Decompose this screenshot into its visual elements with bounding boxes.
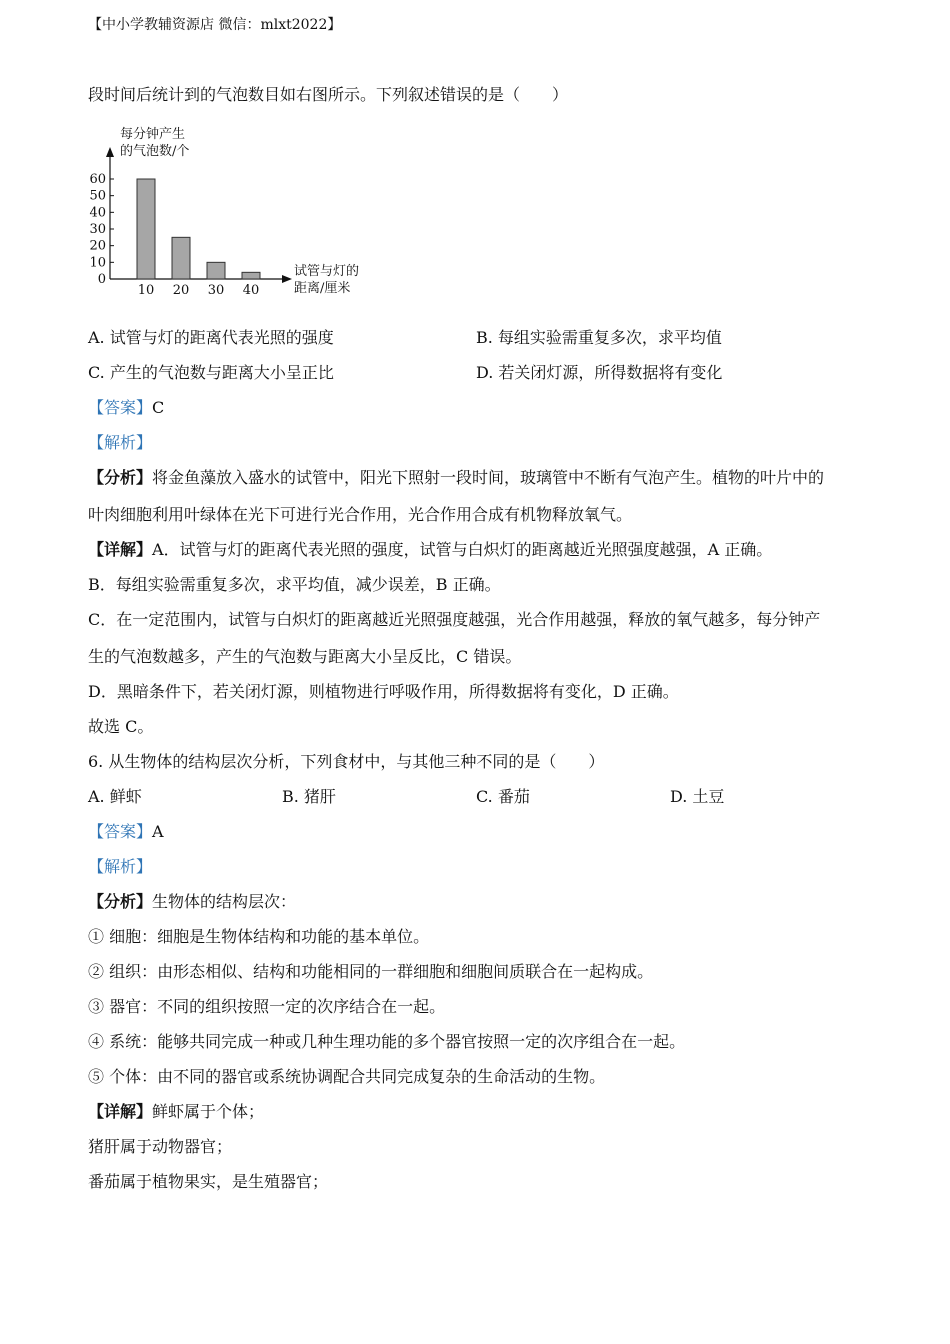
q5-option-c: C. 产生的气泡数与距离大小呈正比 (88, 363, 334, 382)
bar (242, 272, 260, 279)
q5-answer (88, 395, 164, 418)
x-tick-label: 30 (207, 283, 225, 298)
question-stem-tail: 段时间后统计到的气泡数目如右图所示。下列叙述错误的是（ ） (88, 85, 569, 104)
x-tick-label: 40 (242, 283, 260, 298)
y-tick-label: 30 (89, 222, 106, 237)
fenxi-tag: 【分析】 (88, 468, 153, 487)
answer-tag: 【答案】 (88, 398, 153, 417)
q6-fenxi: 【分析】生物体的结构层次： (88, 892, 297, 911)
q5-detail-a: 【详解】A．试管与灯的距离代表光照的强度，试管与白炽灯的距离越近光照强度越强，A 正确。 (88, 540, 773, 559)
q5-conclusion: 故选 C。 (88, 717, 154, 736)
q6-level-3: ③ 器官：不同的组织按照一定的次序结合在一起。 (88, 997, 446, 1016)
q5-detail-c1: C．在一定范围内，试管与白炽灯的距离越近光照强度越强，光合作用越强，释放的氧气越多，每分钟产 (88, 610, 821, 629)
q5-option-a: A. 试管与灯的距离代表光照的强度 (88, 328, 334, 347)
y-axis-arrow (106, 147, 114, 157)
answer-value: A (152, 822, 164, 841)
answer-value: C (152, 398, 165, 417)
q5-option-b: B. 每组实验需重复多次，求平均值 (476, 328, 722, 347)
q6-detail-3: 番茄属于植物果实，是生殖器官； (88, 1172, 329, 1191)
q6-option-c: C. 番茄 (476, 787, 530, 806)
detail-tag: 【详解】 (88, 540, 153, 559)
q6-detail-2: 猪肝属于动物器官； (88, 1137, 233, 1156)
x-tick-label: 20 (172, 283, 190, 298)
page-header: 【中小学教辅资源店 微信：mlxt2022】 (88, 17, 342, 33)
q5-option-d: D. 若关闭灯源，所得数据将有变化 (476, 363, 723, 382)
q6-level-5: ⑤ 个体：由不同的器官或系统协调配合共同完成复杂的生命活动的生物。 (88, 1067, 606, 1086)
bubble-count-chart (84, 122, 384, 302)
x-axis-label: 试管与灯的 (294, 264, 360, 279)
y-tick-label: 50 (89, 188, 106, 204)
q6-option-a: A. 鲜虾 (88, 787, 142, 806)
q5-fenxi-line2: 叶肉细胞利用叶绿体在光下可进行光合作用，光合作用合成有机物释放氧气。 (88, 505, 633, 524)
x-axis-label: 距离/厘米 (294, 281, 351, 296)
q5-fenxi-line1: 【分析】将金鱼藻放入盛水的试管中，阳光下照射一段时间，玻璃管中不断有气泡产生。植物的叶片中的 (88, 468, 825, 487)
fenxi-tag: 【分析】 (88, 892, 153, 911)
y-tick-label: 40 (89, 205, 106, 221)
q5-analysis-tag: 【解析】 (88, 433, 153, 452)
y-tick-label: 20 (89, 238, 106, 254)
q6-stem: 6. 从生物体的结构层次分析，下列食材中，与其他三种不同的是（ ） (88, 752, 605, 771)
q6-answer (88, 819, 164, 842)
y-tick-label: 0 (97, 272, 106, 287)
q5-detail-c2: 生的气泡数越多，产生的气泡数与距离大小呈反比，C 错误。 (88, 647, 522, 666)
q6-level-4: ④ 系统：能够共同完成一种或几种生理功能的多个器官按照一定的次序组合在一起。 (88, 1032, 686, 1051)
y-tick-label: 10 (89, 255, 106, 271)
bar (172, 237, 190, 279)
q6-option-d: D. 土豆 (670, 787, 725, 806)
y-tick-label: 60 (89, 172, 106, 187)
bar (207, 262, 225, 279)
q6-option-b: B. 猪肝 (282, 787, 336, 806)
q6-analysis-tag: 【解析】 (88, 857, 153, 876)
x-axis-arrow (282, 275, 292, 283)
y-axis-label: 每分钟产生 (120, 127, 186, 142)
x-tick-label: 10 (137, 283, 155, 298)
q6-level-2: ② 组织：由形态相似、结构和功能相同的一群细胞和细胞间质联合在一起构成。 (88, 962, 654, 981)
q5-detail-d: D．黑暗条件下，若关闭灯源，则植物进行呼吸作用，所得数据将有变化，D 正确。 (88, 682, 679, 701)
q5-detail-b: B．每组实验需重复多次，求平均值，减少误差，B 正确。 (88, 575, 501, 594)
detail-tag: 【详解】 (88, 1102, 153, 1121)
q6-level-1: ① 细胞：细胞是生物体结构和功能的基本单位。 (88, 927, 430, 946)
y-axis-label: 的气泡数/个 (120, 144, 190, 159)
answer-tag: 【答案】 (88, 822, 153, 841)
q6-detail-1: 【详解】鲜虾属于个体； (88, 1102, 265, 1121)
bar (137, 179, 155, 279)
